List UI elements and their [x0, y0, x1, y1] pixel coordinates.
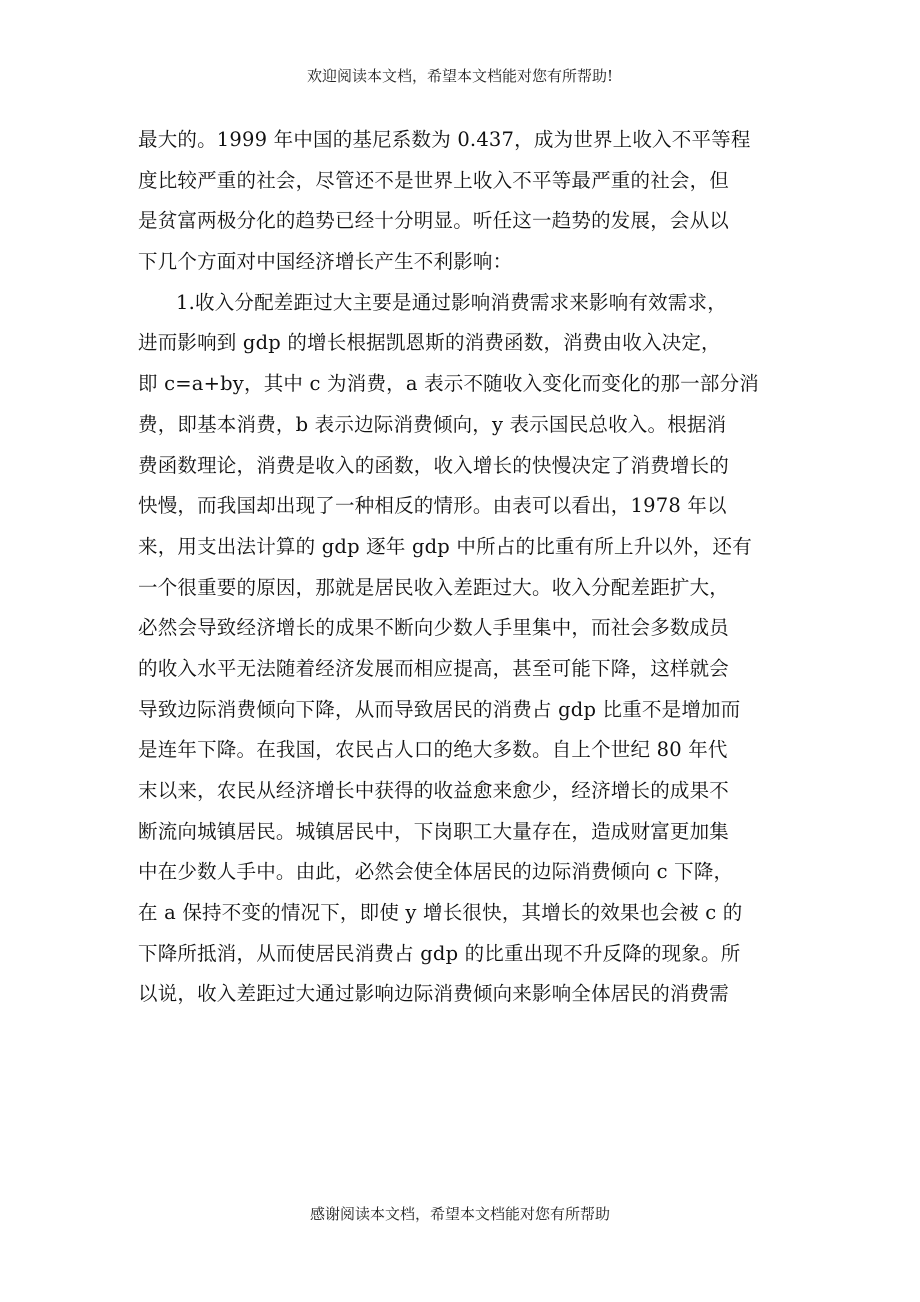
page-header: 欢迎阅读本文档，希望本文档能对您有所帮助!	[306, 67, 614, 85]
text-line-paragraph-start: 1.收入分配差距过大主要是通过影响消费需求来影响有效需求，	[176, 290, 727, 314]
text-line: 以说，收入差距过大通过影响边际消费倾向来影响全体居民的消费需	[138, 982, 730, 1006]
text-line: 一个很重要的原因，那就是居民收入差距过大。收入分配差距扩大，	[138, 575, 730, 599]
text-line: 即 c=a+by，其中 c 为消费，a 表示不随收入变化而变化的那一部分消	[138, 372, 759, 396]
text-line: 来，用支出法计算的 gdp 逐年 gdp 中所占的比重有所上升以外，还有	[138, 534, 752, 558]
text-line: 导致边际消费倾向下降，从而导致居民的消费占 gdp 比重不是增加而	[138, 697, 741, 721]
text-line: 费函数理论，消费是收入的函数，收入增长的快慢决定了消费增长的	[138, 453, 730, 477]
page-footer: 感谢阅读本文档，希望本文档能对您有所帮助	[309, 1205, 610, 1223]
text-line: 在 a 保持不变的情况下，即使 y 增长很快，其增长的效果也会被 c 的	[138, 901, 743, 925]
text-line: 必然会导致经济增长的成果不断向少数人手里集中，而社会多数成员	[138, 616, 730, 640]
text-line: 进而影响到 gdp 的增长根据凯恩斯的消费函数，消费由收入决定，	[138, 331, 721, 355]
text-line: 下降所抵消，从而使居民消费占 gdp 的比重出现不升反降的现象。所	[138, 941, 741, 965]
text-line: 快慢，而我国却出现了一种相反的情形。由表可以看出，1978 年以	[138, 494, 727, 518]
text-line: 下几个方面对中国经济增长产生不利影响：	[138, 250, 513, 274]
text-line: 费，即基本消费，b 表示边际消费倾向，y 表示国民总收入。根据消	[138, 412, 727, 436]
text-line: 是连年下降。在我国，农民占人口的绝大多数。自上个世纪 80 年代	[138, 738, 728, 762]
text-line: 最大的。1999 年中国的基尼系数为 0.437，成为世界上收入不平等程	[138, 128, 751, 151]
text-line: 度比较严重的社会，尽管还不是世界上收入不平等最严重的社会，但	[138, 168, 730, 192]
text-line: 是贫富两极分化的趋势已经十分明显。听任这一趋势的发展，会从以	[138, 209, 730, 233]
text-line: 的收入水平无法随着经济发展而相应提高，甚至可能下降，这样就会	[138, 656, 730, 680]
body-text	[138, 120, 786, 1015]
text-line: 断流向城镇居民。城镇居民中，下岗职工大量存在，造成财富更加集	[138, 819, 730, 843]
text-line: 末以来，农民从经济增长中获得的收益愈来愈少，经济增长的成果不	[138, 779, 730, 802]
text-line: 中在少数人手中。由此，必然会使全体居民的边际消费倾向 c 下降，	[138, 860, 734, 884]
